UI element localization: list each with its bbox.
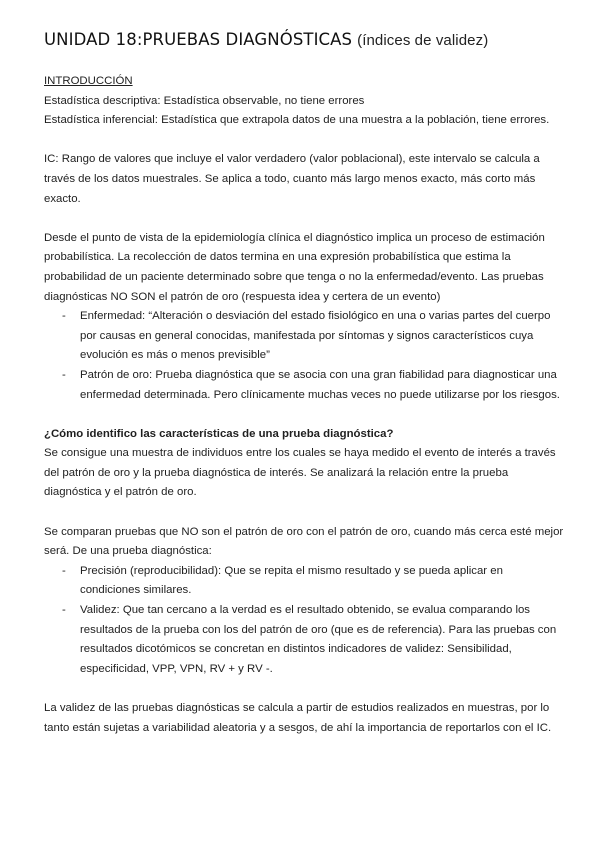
paragraph-validez: La validez de las pruebas diagnósticas se calcula a partir de estudios realizados en muestras, por lo tanto están sujetas a variabilidad aleatoria y a sesgos, de ahí la importancia de reportarlos con el IC. (44, 702, 552, 734)
document-page (44, 26, 564, 738)
dash-bullet: - (62, 564, 66, 577)
title-main: UNIDAD 18:PRUEBAS DIAGNÓSTICAS (44, 30, 353, 49)
page-title (44, 26, 564, 54)
list-item (44, 366, 564, 405)
definitions-list (44, 307, 564, 405)
paragraph-ic: IC: Rango de valores que incluye el valor verdadero (valor poblacional), este intervalo se calcula a través de los datos muestrales. Se aplica a todo, cuanto más largo menos exacto, más corto más exacto. (44, 153, 540, 205)
paragraph-estadistica-inferencial: Estadística inferencial: Estadística que extrapola datos de una muestra a la población, tiene errores. (44, 114, 550, 127)
dash-bullet: - (62, 368, 66, 381)
properties-list (44, 562, 564, 680)
list-item (44, 601, 564, 679)
paragraph-epidemiologia: Desde el punto de vista de la epidemiología clínica el diagnóstico implica un proceso de estimación probabilística. La recolección de datos termina en una expresión probabilística que estima la probabilidad de un paciente determinado sobre que tenga o no la enfermedad/evento. Las pruebas diagnósticas NO SON el patrón de oro (respuesta idea y certera de un evento) (44, 231, 545, 303)
list-item-text: Validez: Que tan cercano a la verdad es el resultado obtenido, se evalua comparando los resultados de la prueba con los del patrón de oro (que es de referencia). Para las pruebas con resultados dicotómicos se concretan en distintos indicadores de validez: Sensibilidad, especificidad, VPP, VPN, RV + y RV -. (80, 604, 557, 675)
paragraph-comparacion: Se comparan pruebas que NO son el patrón de oro con el patrón de oro, cuando más cerca esté mejor será. De una prueba diagnóstica: (44, 525, 564, 558)
section-heading-question: ¿Cómo identifico las características de una prueba diagnóstica? (44, 427, 394, 440)
paragraph-muestra: Se consigue una muestra de individuos entre los cuales se haya medido el evento de interés a través del patrón de oro y la prueba diagnóstica de interés. Se analizará la relación entre la prueba diagnóstica y el patrón de oro. (44, 447, 556, 499)
list-item-text: Patrón de oro: Prueba diagnóstica que se asocia con una gran fiabilidad para diagnosticar una enfermedad determinada. Pero clínicamente muchas veces no puede utilizarse por los riesgos. (80, 368, 560, 401)
section-heading-introduccion: INTRODUCCIÓN (44, 75, 133, 87)
title-subtitle: (índices de validez) (357, 32, 489, 49)
paragraph-estadistica-descriptiva: Estadística descriptiva: Estadística observable, no tiene errores (44, 94, 365, 107)
dash-bullet: - (62, 604, 66, 617)
list-item-text: Enfermedad: “Alteración o desviación del estado fisiológico en una o varias partes del cuerpo por causas en general conocidas, manifestada por síntomas y signos característicos cuya evolución es más o menos previsible” (80, 310, 551, 362)
list-item (44, 562, 564, 601)
list-item (44, 307, 564, 366)
dash-bullet: - (62, 310, 66, 323)
list-item-text: Precisión (reproducibilidad): Que se repita el mismo resultado y se pueda aplicar en condiciones similares. (80, 564, 503, 597)
